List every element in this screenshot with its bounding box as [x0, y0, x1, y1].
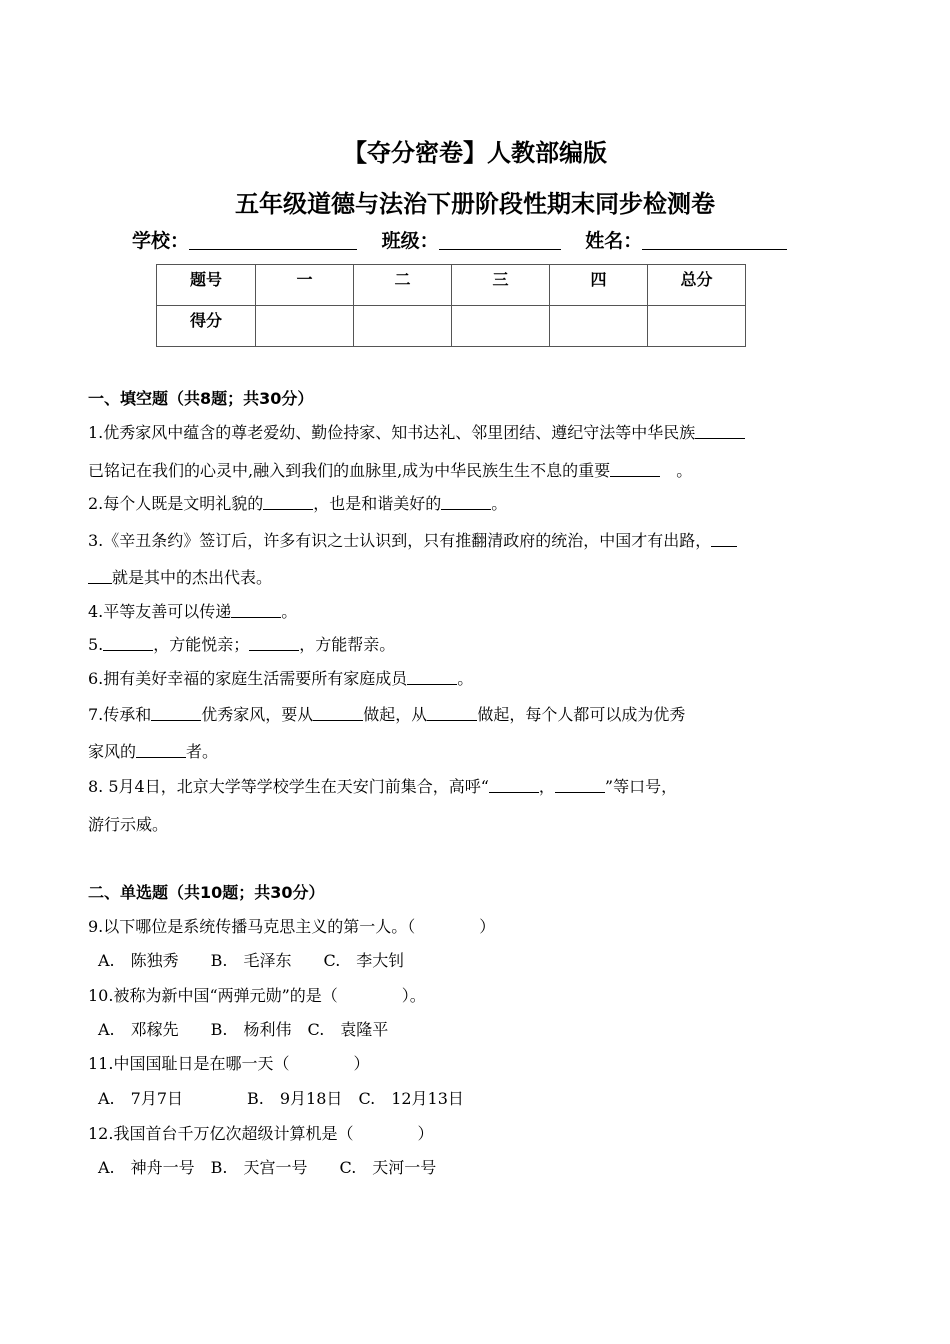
question-text: 2.每个人既是文明礼貌的: [88, 494, 264, 513]
question-text: 已铭记在我们的心灵中,融入到我们的血脉里,成为中华民族生生不息的重要: [88, 461, 611, 480]
question-text: 家风的: [88, 742, 137, 761]
option-a[interactable]: A. 邓稼先: [98, 1020, 179, 1039]
answer-blank[interactable]: [151, 706, 201, 721]
question-text: 就是其中的杰出代表。: [112, 568, 273, 587]
question-text: 。: [660, 461, 693, 480]
answer-blank[interactable]: [610, 462, 660, 477]
question-8: [88, 774, 677, 797]
question-9: 9.以下哪位是系统传播马克思主义的第一人。（ ）: [88, 917, 496, 936]
answer-blank[interactable]: [231, 603, 281, 618]
answer-blank[interactable]: [695, 424, 745, 439]
question-3: [88, 528, 737, 551]
answer-blank[interactable]: [441, 495, 491, 510]
answer-blank[interactable]: [263, 495, 313, 510]
question-12: 12.我国首台千万亿次超级计算机是（ ）: [88, 1124, 434, 1143]
question-8-continued: [88, 812, 168, 835]
score-cell[interactable]: [648, 306, 746, 347]
question-text: 做起，从: [363, 705, 428, 724]
options-row: [98, 1017, 388, 1040]
answer-blank[interactable]: [711, 532, 737, 547]
question-text: 。: [281, 602, 298, 621]
question-text: 者。: [186, 742, 219, 761]
answer-blank[interactable]: [407, 670, 457, 685]
row-label: 得分: [157, 306, 256, 347]
exam-title: 【夺分密卷】人教部编版: [343, 139, 607, 167]
score-cell[interactable]: [550, 306, 648, 347]
question-text: 8. 5月4日，北京大学等学校学生在天安门前集合，高呼“: [88, 777, 489, 796]
header-cell: 一: [256, 265, 354, 306]
question-1: [88, 420, 745, 443]
section-title: 二、单选题（共10题；共30分）: [88, 883, 325, 902]
name-field[interactable]: [642, 231, 787, 250]
option-a[interactable]: A. 7月7日: [98, 1089, 184, 1108]
question-text: 1.优秀家风中蕴含的尊老爱幼、勤俭持家、知书达礼、邻里团结、遵纪守法等中华民族: [88, 423, 696, 442]
question-text: 6.拥有美好幸福的家庭生活需要所有家庭成员: [88, 669, 408, 688]
school-field[interactable]: [189, 231, 357, 250]
question-text: 7.传承和: [88, 705, 152, 724]
question-text: ”等口号，: [604, 777, 678, 796]
question-3-continued: [88, 565, 272, 588]
score-cell[interactable]: [354, 306, 452, 347]
question-7-continued: [88, 739, 218, 762]
question-text: ，: [538, 777, 555, 796]
option-a[interactable]: A. 陈独秀: [98, 951, 179, 970]
header-cell: 二: [354, 265, 452, 306]
score-table-score-row: [157, 306, 746, 347]
option-b[interactable]: B. 毛泽东: [210, 951, 292, 970]
option-b[interactable]: B. 杨利伟: [210, 1020, 292, 1039]
question-text: 。: [491, 494, 508, 513]
option-c[interactable]: C. 袁隆平: [307, 1020, 389, 1039]
school-label: 学校：: [132, 230, 190, 252]
option-c[interactable]: C. 天河一号: [339, 1158, 437, 1177]
answer-blank[interactable]: [103, 636, 153, 651]
question-5: [88, 632, 395, 655]
answer-blank[interactable]: [249, 636, 299, 651]
question-1-continued: [88, 458, 692, 481]
student-info-row: [132, 226, 787, 253]
options-row: [98, 1155, 436, 1178]
class-label: 班级：: [381, 230, 439, 252]
header-cell: 题号: [157, 265, 256, 306]
option-c[interactable]: C. 12月13日: [358, 1089, 464, 1108]
question-text: 3.《辛丑条约》签订后，许多有识之士认识到，只有推翻清政府的统治，中国才有出路，: [88, 531, 712, 550]
option-a[interactable]: A. 神舟一号: [98, 1158, 195, 1177]
answer-blank[interactable]: [489, 778, 539, 793]
score-cell[interactable]: [256, 306, 354, 347]
question-10: 10.被称为新中国“两弹元勋”的是（ ）。: [88, 986, 426, 1005]
question-text: 4.平等友善可以传递: [88, 602, 232, 621]
options-row: [98, 948, 404, 971]
answer-blank[interactable]: [555, 778, 605, 793]
question-text: ，方能帮亲。: [299, 635, 396, 654]
answer-blank[interactable]: [427, 706, 477, 721]
question-4: [88, 599, 297, 622]
class-field[interactable]: [439, 231, 561, 250]
exam-subtitle: 五年级道德与法治下册阶段性期末同步检测卷: [235, 190, 715, 218]
question-2: [88, 491, 507, 514]
question-6: [88, 666, 473, 689]
option-b[interactable]: B. 9月18日: [247, 1089, 343, 1108]
answer-blank[interactable]: [136, 743, 186, 758]
section-title: 一、填空题（共8题；共30分）: [88, 389, 314, 408]
options-row: [98, 1086, 464, 1109]
header-cell: 四: [550, 265, 648, 306]
score-table: [156, 264, 746, 347]
option-c[interactable]: C. 李大钊: [323, 951, 405, 970]
answer-blank[interactable]: [88, 569, 112, 584]
question-text: 5.: [88, 635, 104, 654]
question-text: 做起，每个人都可以成为优秀: [477, 705, 686, 724]
question-text: 游行示威。: [88, 815, 169, 834]
header-cell: 总分: [648, 265, 746, 306]
question-7: [88, 702, 685, 725]
header-cell: 三: [452, 265, 550, 306]
question-11: 11.中国国耻日是在哪一天（ ）: [88, 1054, 370, 1073]
question-text: 优秀家风，要从: [201, 705, 314, 724]
score-cell[interactable]: [452, 306, 550, 347]
answer-blank[interactable]: [313, 706, 363, 721]
question-text: ，也是和谐美好的: [313, 494, 442, 513]
score-table-header-row: [157, 265, 746, 306]
name-label: 姓名：: [585, 230, 643, 252]
question-text: 。: [457, 669, 474, 688]
option-b[interactable]: B. 天宫一号: [210, 1158, 308, 1177]
question-text: ，方能悦亲；: [153, 635, 250, 654]
